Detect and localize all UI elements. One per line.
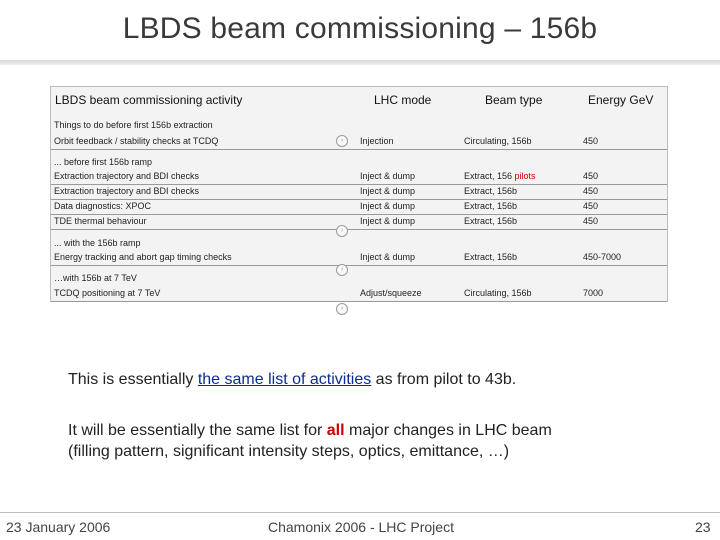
title-divider	[0, 60, 720, 65]
mode-cell: Inject & dump	[360, 252, 416, 262]
beam-cell: Extract, 156b	[464, 216, 518, 226]
comment-bubble-icon: ›	[336, 264, 348, 276]
energy-cell: 7000	[583, 288, 604, 298]
header-energy: Energy GeV	[588, 93, 654, 107]
table-row	[51, 250, 667, 266]
energy-cell: 450	[583, 136, 599, 146]
header-lhc-mode: LHC mode	[374, 93, 432, 107]
activity-cell: TCDQ positioning at 7 TeV	[54, 288, 161, 298]
footer-divider	[0, 512, 720, 513]
beam-cell: Extract, 156b	[464, 201, 518, 211]
mode-cell: Inject & dump	[360, 186, 416, 196]
paragraph-1-prefix: This is essentially	[68, 371, 198, 388]
footer-date: 23 January 2006	[6, 519, 111, 535]
paragraph-2-line-2: (filling pattern, significant intensity steps, optics, emittance, …)	[68, 443, 510, 460]
energy-cell: 450	[583, 186, 599, 196]
table-row	[51, 199, 667, 215]
beam-cell: Extract, 156b	[464, 252, 518, 262]
activity-cell: Extraction trajectory and BDI checks	[54, 186, 200, 196]
comment-bubble-icon: ›	[336, 303, 348, 315]
beam-cell	[464, 169, 536, 183]
footer-event: Chamonix 2006 - LHC Project	[268, 519, 454, 535]
table-row	[51, 286, 667, 302]
beam-cell: Circulating, 156b	[464, 288, 532, 298]
header-beam-type: Beam type	[485, 93, 543, 107]
paragraph-2-suffix: major changes in LHC beam	[344, 422, 552, 439]
header-activity: LBDS beam commissioning activity	[55, 93, 243, 107]
section-label: Things to do before first 156b extraction	[54, 120, 213, 130]
slide-title: LBDS beam commissioning – 156b	[122, 12, 598, 45]
all-emphasis: all	[326, 422, 345, 439]
table-row	[51, 214, 667, 230]
table-row	[51, 134, 667, 150]
table-row	[51, 184, 667, 200]
comment-bubble-icon: ›	[336, 225, 348, 237]
activity-cell: Orbit feedback / stability checks at TCDQ	[54, 136, 219, 146]
section-label: …with 156b at 7 TeV	[54, 273, 137, 283]
comment-bubble-icon: ›	[336, 135, 348, 147]
mode-cell: Inject & dump	[360, 216, 416, 226]
pilots-highlight: pilots	[514, 171, 536, 181]
beam-cell: Extract, 156b	[464, 186, 518, 196]
energy-cell: 450	[583, 201, 599, 211]
mode-cell: Adjust/squeeze	[360, 288, 422, 298]
energy-cell: 450	[583, 216, 599, 226]
energy-cell: 450-7000	[583, 252, 622, 262]
beam-cell: Circulating, 156b	[464, 136, 532, 146]
page-number: 23	[695, 519, 711, 535]
energy-cell: 450	[583, 171, 599, 181]
activity-cell: TDE thermal behaviour	[54, 216, 147, 226]
beam-cell-text: Extract, 156	[464, 171, 515, 181]
mode-cell: Injection	[360, 136, 394, 146]
mode-cell: Inject & dump	[360, 171, 416, 181]
paragraph-2-prefix: It will be essentially the same list for	[68, 422, 327, 439]
activity-cell: Data diagnostics: XPOC	[54, 201, 152, 211]
activity-cell: Energy tracking and abort gap timing checks	[54, 252, 232, 262]
mode-cell: Inject & dump	[360, 201, 416, 211]
section-label: ... before first 156b ramp	[54, 157, 153, 167]
body-paragraph-2	[68, 420, 552, 462]
section-label: ... with the 156b ramp	[54, 238, 141, 248]
activity-cell: Extraction trajectory and BDI checks	[54, 171, 200, 181]
body-paragraph-1	[68, 369, 516, 390]
paragraph-1-suffix: as from pilot to 43b.	[371, 371, 517, 388]
table-row	[51, 169, 667, 185]
activities-link[interactable]: the same list of activities	[197, 371, 372, 388]
